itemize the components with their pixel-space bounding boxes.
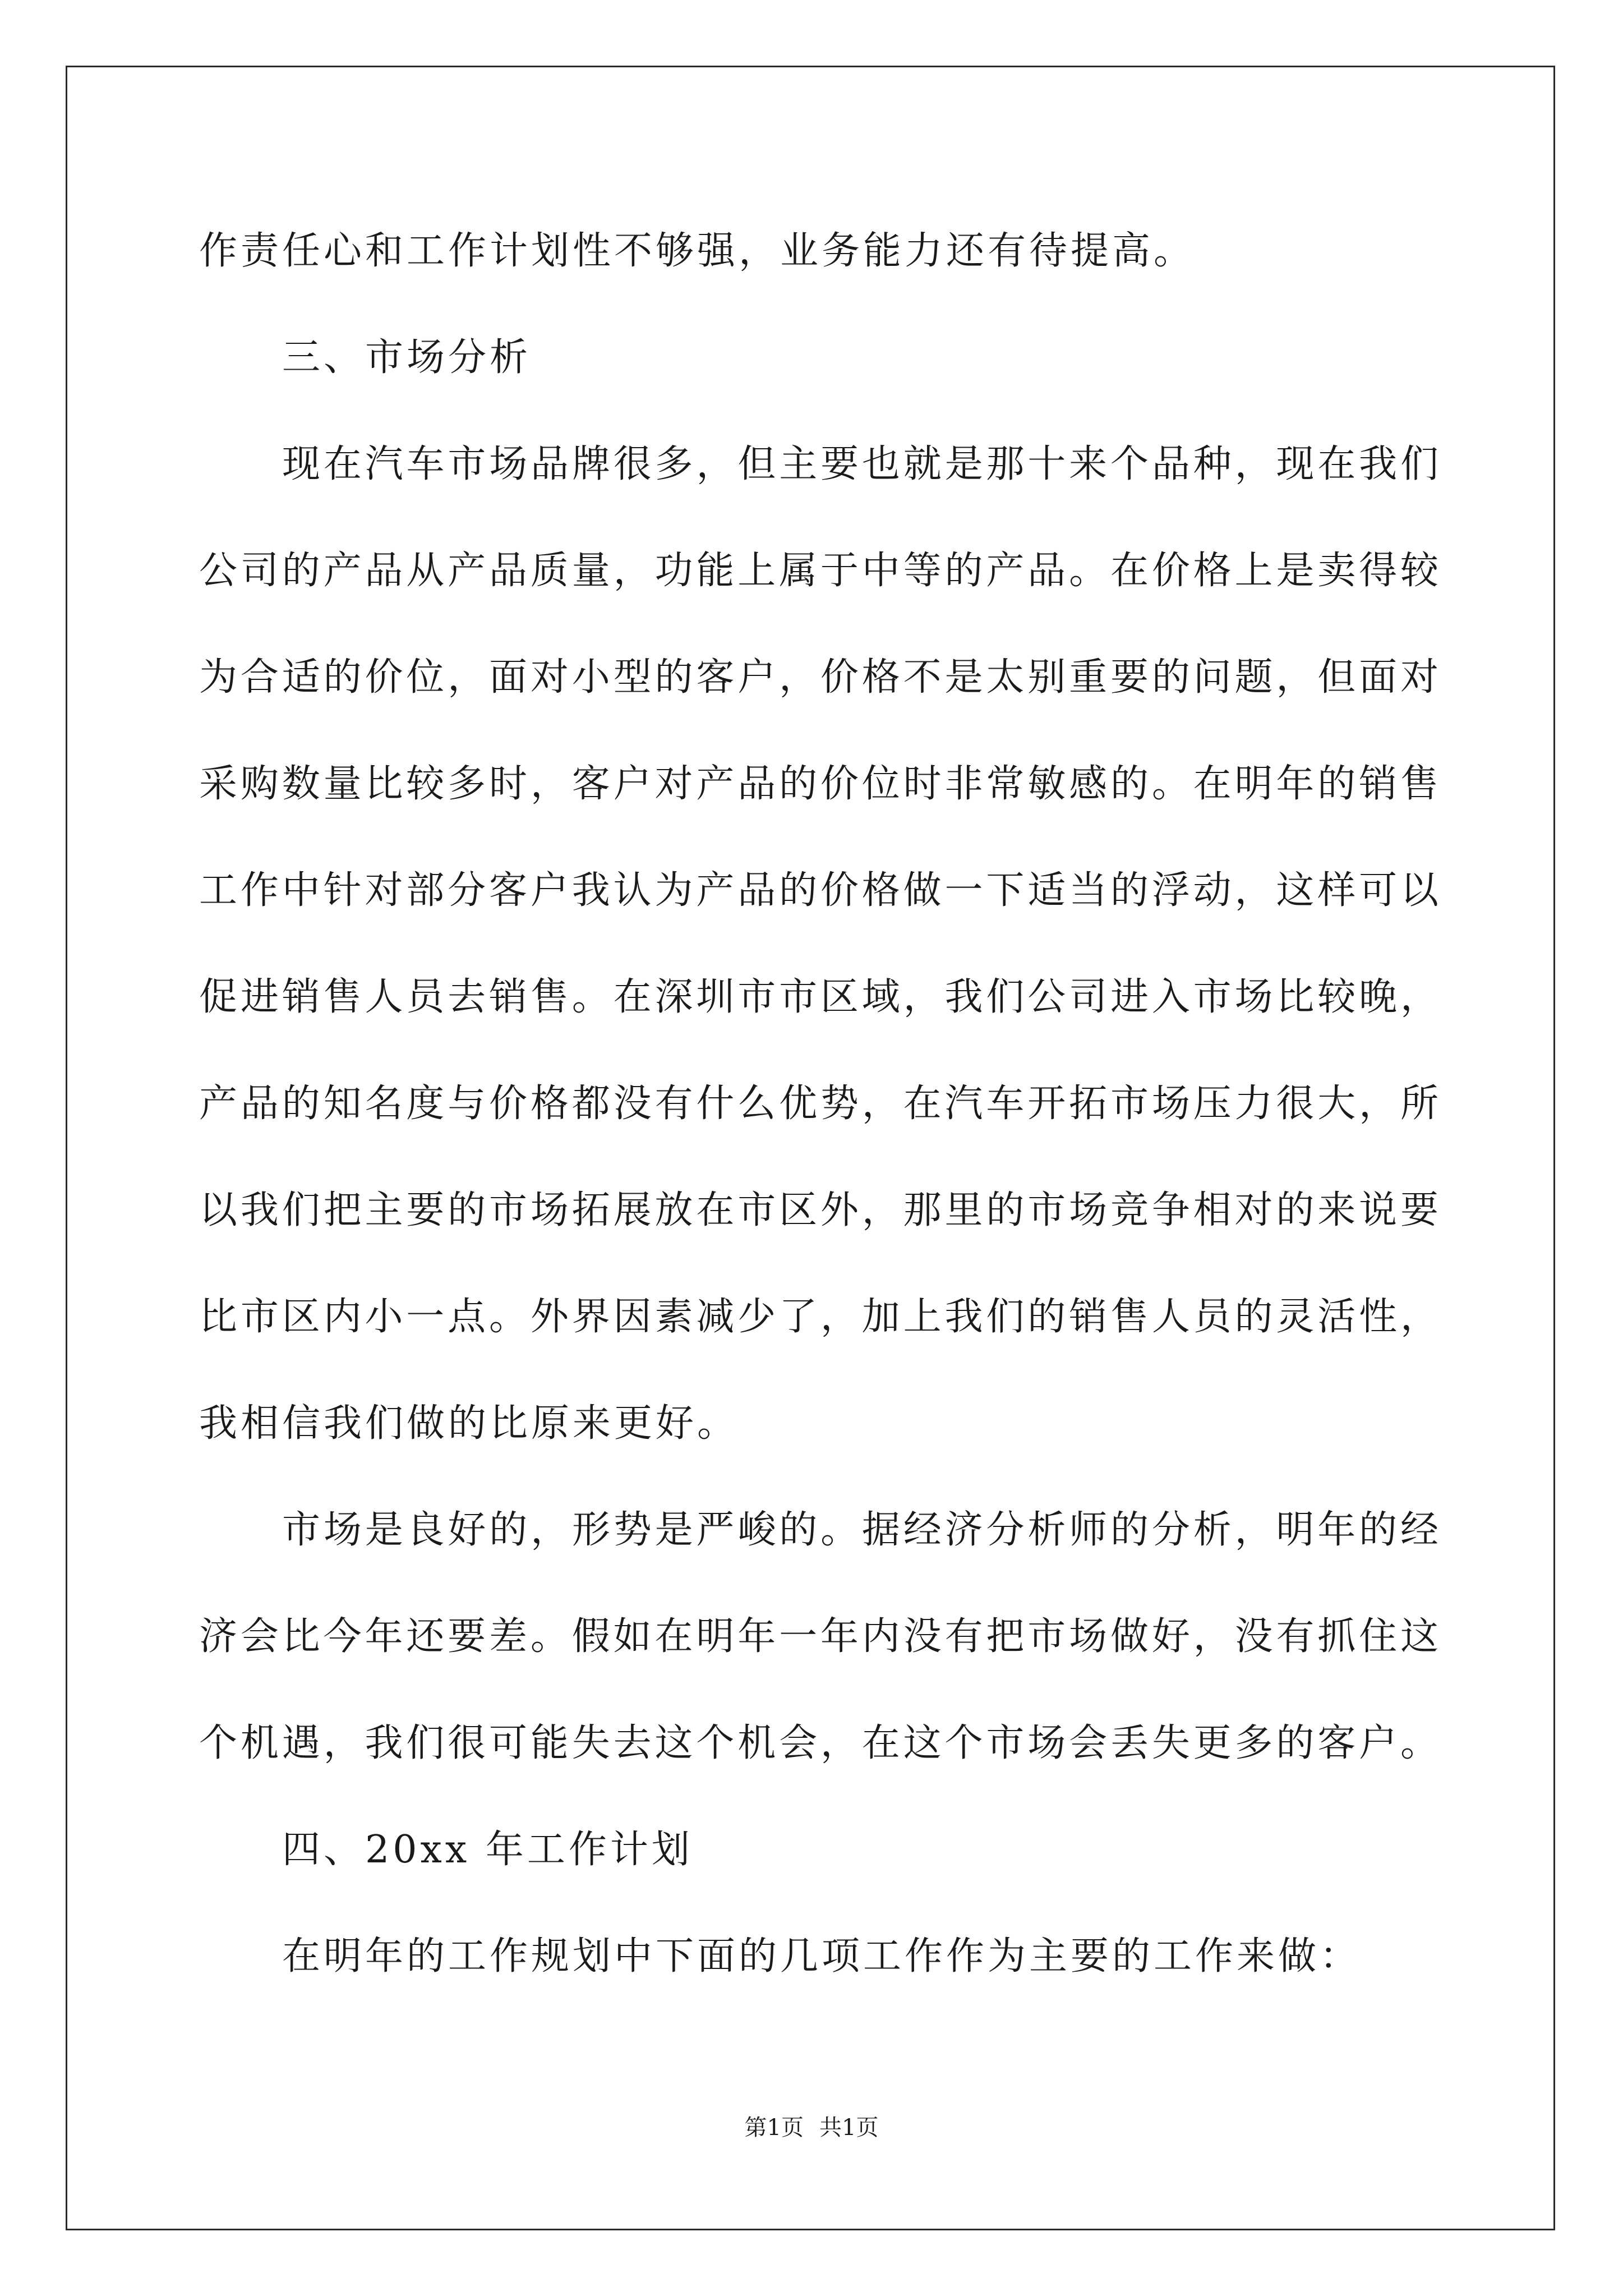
paragraph-line: 工作中针对部分客户我认为产品的价格做一下适当的浮动，这样可以 <box>199 868 1438 913</box>
section-heading: 三、市场分析 <box>282 335 532 380</box>
paragraph-line: 以我们把主要的市场拓展放在市区外，那里的市场竞争相对的来说要 <box>199 1188 1438 1232</box>
paragraph-line: 为合适的价位，面对小型的客户，价格不是太别重要的问题，但面对 <box>199 655 1438 700</box>
paragraph-line: 采购数量比较多时，客户对产品的价位时非常敏感的。在明年的销售 <box>199 762 1438 806</box>
paragraph-line: 作责任心和工作计划性不够强，业务能力还有待提高。 <box>199 229 1196 273</box>
paragraph-line: 产品的知名度与价格都没有什么优势，在汽车开拓市场压力很大，所 <box>199 1082 1438 1126</box>
paragraph-line: 公司的产品从产品质量，功能上属于中等的产品。在价格上是卖得较 <box>199 549 1438 593</box>
paragraph-line: 我相信我们做的比原来更好。 <box>199 1401 739 1446</box>
page-number-current: 第1页 <box>744 2115 804 2141</box>
paragraph-line: 济会比今年还要差。假如在明年一年内没有把市场做好，没有抓住这 <box>199 1614 1438 1659</box>
page-footer <box>0 2114 1623 2142</box>
paragraph-line: 市场是良好的，形势是严峻的。据经济分析师的分析，明年的经 <box>282 1508 1438 1552</box>
paragraph-line: 个机遇，我们很可能失去这个机会，在这个市场会丢失更多的客户。 <box>199 1721 1438 1765</box>
page-border <box>66 66 1555 2230</box>
section-heading: 四、20xx 年工作计划 <box>282 1828 693 1872</box>
paragraph-line: 比市区内小一点。外界因素减少了，加上我们的销售人员的灵活性， <box>199 1295 1438 1339</box>
paragraph-line: 在明年的工作规划中下面的几项工作作为主要的工作来做： <box>282 1934 1362 1978</box>
paragraph-line: 促进销售人员去销售。在深圳市市区域，我们公司进入市场比较晚， <box>199 975 1438 1019</box>
page-number-total: 共1页 <box>819 2115 879 2141</box>
paragraph-line: 现在汽车市场品牌很多，但主要也就是那十来个品种，现在我们 <box>282 442 1438 486</box>
